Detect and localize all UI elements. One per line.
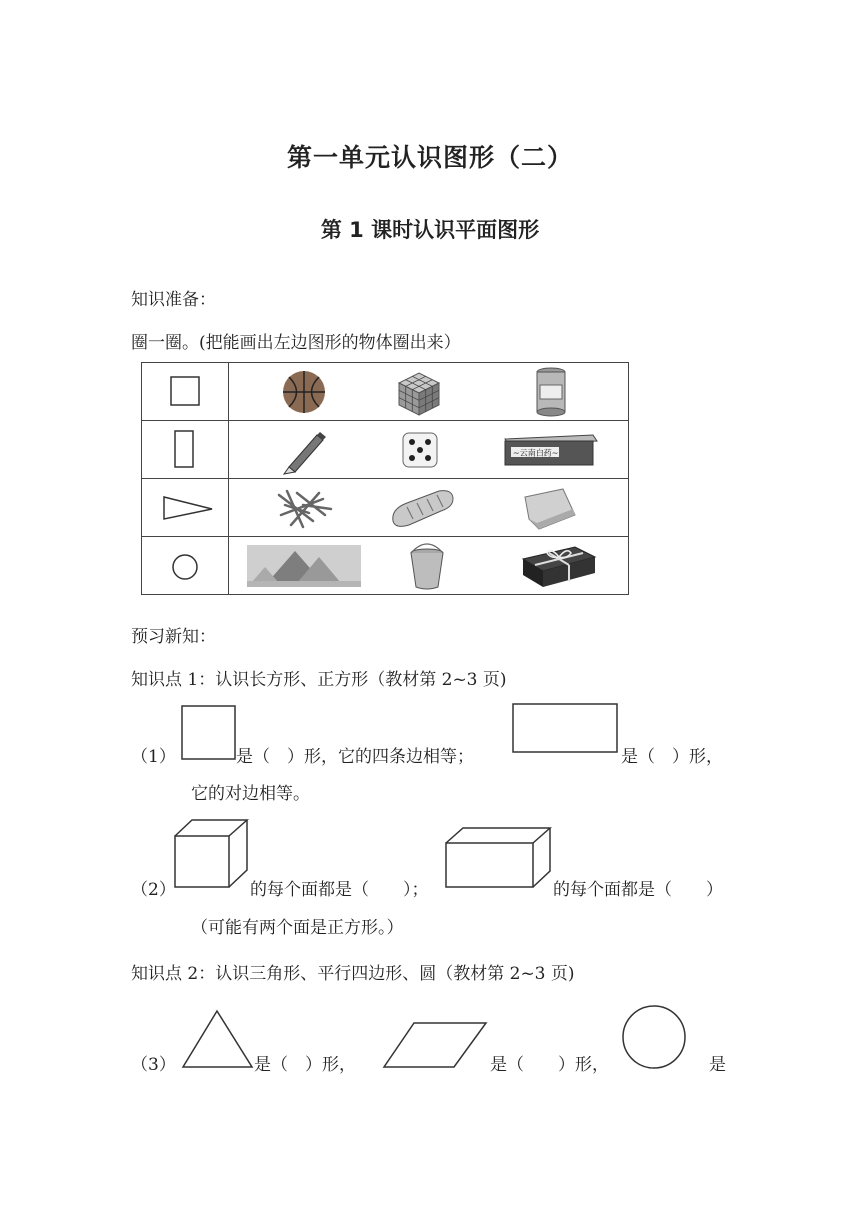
circle-cell <box>142 537 229 595</box>
cheese-wedge-icon[interactable] <box>519 485 579 531</box>
rubiks-cube-icon[interactable] <box>393 369 445 417</box>
matching-table <box>141 362 629 595</box>
task-instruction: 圈一圈。(把能画出左边图形的物体圈出来） <box>131 333 461 353</box>
dice-icon[interactable] <box>397 427 443 473</box>
rectangle-cell <box>142 421 229 479</box>
triangle-icon <box>142 479 228 536</box>
objects-cell <box>229 421 629 479</box>
pencil-icon[interactable] <box>279 427 327 475</box>
circle-icon <box>620 1004 688 1072</box>
lesson-subtitle: 第 1 课时认识平面图形 <box>320 218 540 242</box>
cuboid-icon <box>443 826 553 890</box>
milk-powder-can-icon[interactable] <box>531 365 571 419</box>
q1-number: （1） <box>131 747 176 767</box>
rectangle-icon <box>142 421 228 478</box>
bread-icon[interactable] <box>387 485 457 531</box>
cube-icon <box>172 818 250 890</box>
kp1-heading: 知识点 1：认识长方形、正方形（教材第 2~3 页) <box>131 670 507 690</box>
bucket-icon[interactable] <box>405 543 449 593</box>
page-title: 第一单元认识图形（二） <box>286 143 573 172</box>
square-icon <box>181 705 237 761</box>
box-icon[interactable] <box>501 431 601 469</box>
kp2-heading: 知识点 2：认识三角形、平行四边形、圆（教材第 2~3 页) <box>131 964 575 984</box>
table-row <box>142 479 629 537</box>
q2-cube-text: 的每个面都是（ ）； <box>250 880 429 900</box>
basketball-icon[interactable] <box>279 369 329 415</box>
q3-circle-text: 是 <box>709 1055 726 1075</box>
parallelogram-icon <box>382 1020 488 1070</box>
q3-number: （3） <box>131 1055 176 1075</box>
table-row <box>142 537 629 595</box>
q2-cuboid-text: 的每个面都是（ ） <box>553 880 723 900</box>
box-label: ~云南白药~ <box>513 448 559 458</box>
triangle-icon <box>180 1008 256 1070</box>
circle-icon <box>142 537 228 594</box>
q1-rectangle-text: 是（ ）形， <box>621 747 723 767</box>
q3-parallelogram-text: 是（ ）形， <box>490 1055 609 1075</box>
square-cell <box>142 363 229 421</box>
q2-continuation: （可能有两个面是正方形。） <box>191 918 404 938</box>
gift-box-icon[interactable] <box>519 539 599 589</box>
prep-heading: 知识准备： <box>131 290 216 310</box>
q1-square-text: 是（ ）形，它的四条边相等； <box>236 747 474 767</box>
table-row <box>142 363 629 421</box>
square-icon <box>142 363 228 420</box>
preview-heading: 预习新知： <box>131 627 216 647</box>
pyramids-icon[interactable] <box>247 543 361 589</box>
objects-cell <box>229 479 629 537</box>
triangle-cell <box>142 479 229 537</box>
q3-triangle-text: 是（ ）形， <box>254 1055 356 1075</box>
objects-cell <box>229 537 629 595</box>
q2-number: （2） <box>131 880 176 900</box>
q1-continuation: 它的对边相等。 <box>191 784 310 804</box>
rectangle-icon <box>512 703 620 755</box>
table-row <box>142 421 629 479</box>
objects-cell <box>229 363 629 421</box>
sticks-icon[interactable] <box>273 485 333 531</box>
